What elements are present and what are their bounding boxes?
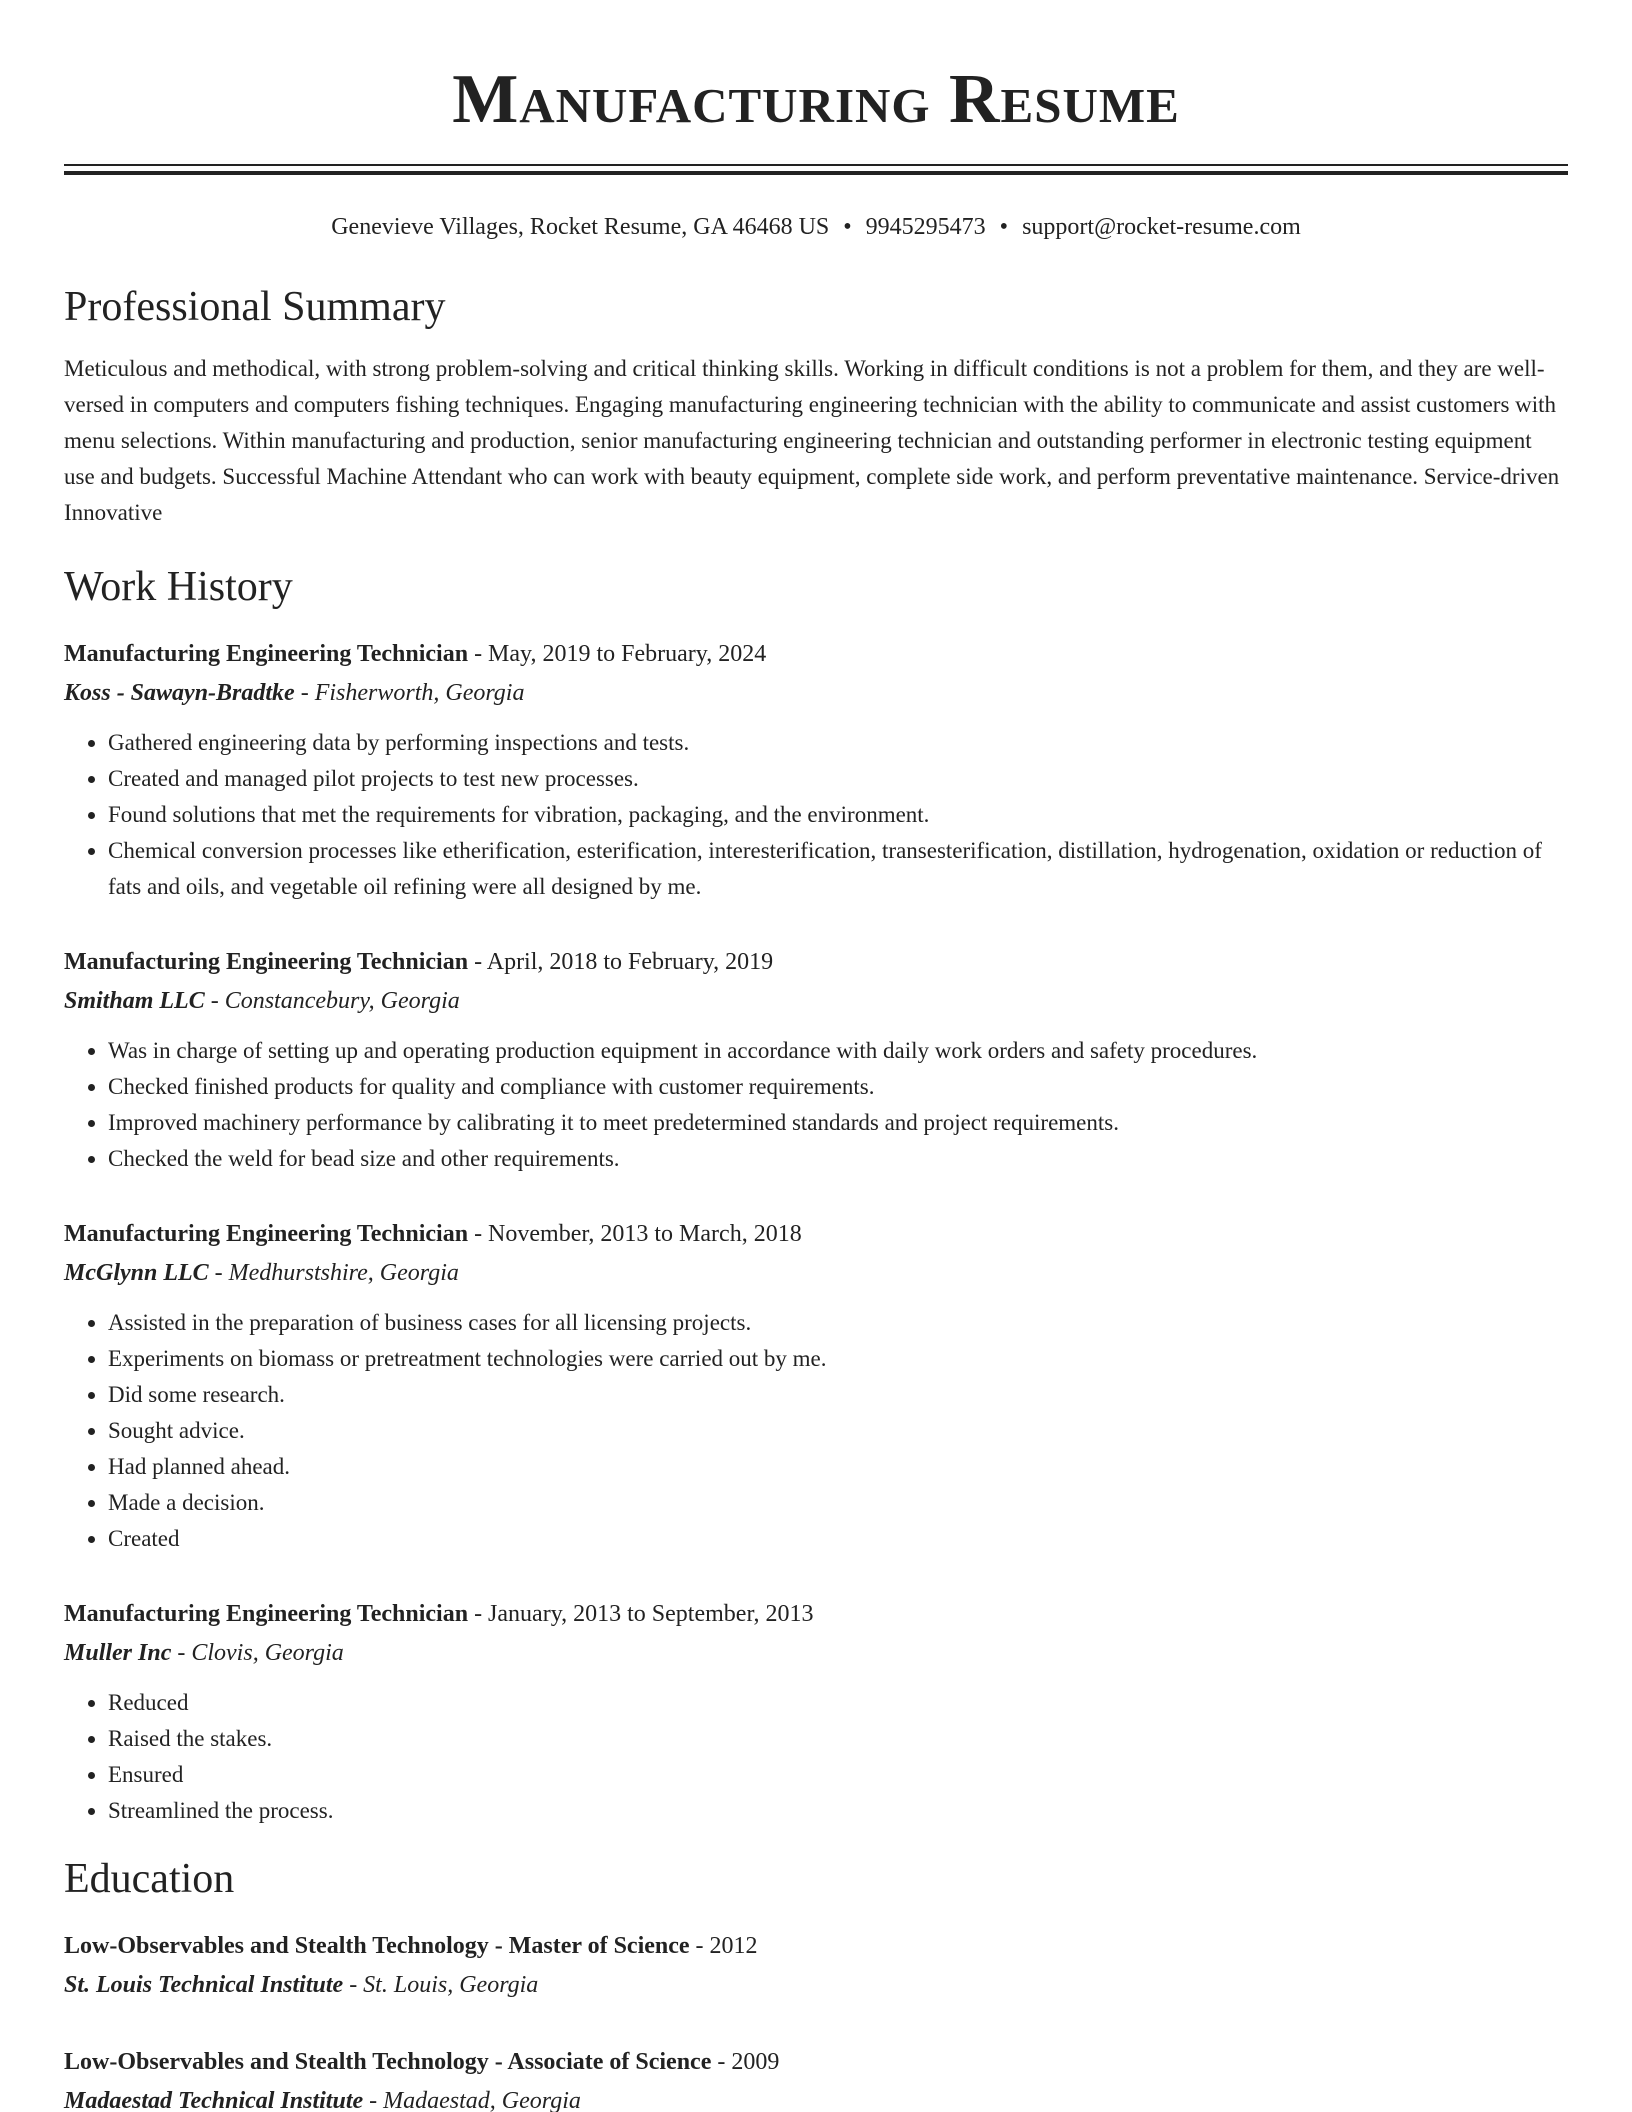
degree-line: [64, 1927, 1568, 1965]
list-item: • Gathered engineering data by performing inspections and tests.: [108, 725, 1568, 761]
education-entry: [64, 1927, 1568, 2005]
list-item: • Experiments on biomass or pretreatment technologies were carried out by me.: [108, 1341, 1568, 1377]
job-title-line: [64, 1595, 1568, 1633]
list-item: • Created and managed pilot projects to test new processes.: [108, 761, 1568, 797]
education-heading: Education: [64, 1856, 235, 1902]
job-entry: [64, 1595, 1568, 1829]
list-item: • Was in charge of setting up and operating production equipment in accordance with daily work orders and safety procedures.: [108, 1033, 1568, 1069]
employer-location: - Clovis, Georgia: [171, 1640, 344, 1666]
divider-thick-line: [64, 171, 1568, 175]
job-dates: - November, 2013 to March, 2018: [468, 1221, 802, 1247]
employer-name: McGlynn LLC: [64, 1260, 209, 1286]
list-item: • Streamlined the process.: [108, 1793, 1568, 1829]
list-item: • Improved machinery performance by calibrating it to meet predetermined standards and project requirements.: [108, 1105, 1568, 1141]
job-duties-list: [64, 1305, 1568, 1557]
job-duties-list: [64, 725, 1568, 905]
list-item: • Had planned ahead.: [108, 1449, 1568, 1485]
school-location: - Madaestad, Georgia: [363, 2088, 581, 2112]
employer-line: [64, 1253, 1568, 1293]
degree-name: Low-Observables and Stealth Technology - Associate of Science: [64, 2049, 712, 2075]
job-title: Manufacturing Engineering Technician: [64, 641, 469, 667]
contact-email: support@rocket-resume.com: [1022, 214, 1301, 240]
contact-separator: •: [843, 214, 852, 240]
employer-name: Muller Inc: [64, 1640, 172, 1666]
list-item: • Reduced: [108, 1685, 1568, 1721]
job-duties-list: [64, 1033, 1568, 1177]
employer-name: Koss - Sawayn-Bradtke: [64, 680, 295, 706]
employer-name: Smitham LLC: [64, 988, 205, 1014]
summary-heading: Professional Summary: [64, 284, 446, 330]
degree-year: - 2009: [711, 2049, 780, 2075]
employer-line: [64, 673, 1568, 713]
employer-location: - Constancebury, Georgia: [204, 988, 460, 1014]
list-item: • Ensured: [108, 1757, 1568, 1793]
school-line: [64, 2081, 1568, 2112]
employer-location: - Medhurstshire, Georgia: [208, 1260, 459, 1286]
job-title: Manufacturing Engineering Technician: [64, 1221, 469, 1247]
contact-address: Genevieve Villages, Rocket Resume, GA 46468 US: [331, 214, 830, 240]
contact-info: [64, 211, 1568, 243]
list-item: • Chemical conversion processes like etherification, esterification, interesterification, transesterification, distillation, hydrogenation, oxidation or reduction of fats and oils, and vegetable oil refining were all designed by me.: [108, 833, 1568, 905]
page-title: Manufacturing Resume: [452, 61, 1180, 138]
employer-location: - Fisherworth, Georgia: [294, 680, 525, 706]
job-entry: [64, 943, 1568, 1177]
degree-name: Low-Observables and Stealth Technology - Master of Science: [64, 1933, 690, 1959]
school-line: [64, 1965, 1568, 2005]
job-title-line: [64, 943, 1568, 981]
summary-text: Meticulous and methodical, with strong problem-solving and critical thinking skills. Working in difficult conditions is not a problem for them, and they are well-versed in computers and computers fishing techniques. Engaging manufacturing engineering technician with the ability to communicate and assist customers with menu selections. Within manufacturing and production, senior manufacturing engineering technician and outstanding performer in electronic testing equipment use and budgets. Successful Machine Attendant who can work with beauty equipment, complete side work, and perform preventative maintenance. Service-driven Innovative: [64, 356, 1560, 525]
job-title: Manufacturing Engineering Technician: [64, 1601, 469, 1627]
employer-line: [64, 1633, 1568, 1673]
job-dates: - May, 2019 to February, 2024: [468, 641, 767, 667]
list-item: • Assisted in the preparation of business cases for all licensing projects.: [108, 1305, 1568, 1341]
work-history-heading: Work History: [64, 564, 293, 610]
list-item: • Made a decision.: [108, 1485, 1568, 1521]
school-name: St. Louis Technical Institute: [64, 1972, 344, 1998]
job-title: Manufacturing Engineering Technician: [64, 949, 469, 975]
list-item: • Found solutions that met the requirements for vibration, packaging, and the environment.: [108, 797, 1568, 833]
list-item: • Created: [108, 1521, 1568, 1557]
contact-separator: •: [999, 214, 1009, 240]
education-entry: [64, 2043, 1568, 2112]
job-entry: [64, 635, 1568, 905]
contact-phone: 9945295473: [865, 214, 986, 240]
job-dates: - April, 2018 to February, 2019: [468, 949, 774, 975]
list-item: • Checked the weld for bead size and other requirements.: [108, 1141, 1568, 1177]
school-location: - St. Louis, Georgia: [343, 1972, 539, 1998]
job-title-line: [64, 635, 1568, 673]
job-dates: - January, 2013 to September, 2013: [468, 1601, 814, 1627]
title-divider: [64, 164, 1568, 175]
list-item: • Sought advice.: [108, 1413, 1568, 1449]
school-name: Madaestad Technical Institute: [64, 2088, 364, 2112]
job-duties-list: [64, 1685, 1568, 1829]
list-item: • Did some research.: [108, 1377, 1568, 1413]
job-entry: [64, 1215, 1568, 1557]
list-item: • Checked finished products for quality and compliance with customer requirements.: [108, 1069, 1568, 1105]
job-title-line: [64, 1215, 1568, 1253]
employer-line: [64, 981, 1568, 1021]
degree-year: - 2012: [689, 1933, 758, 1959]
degree-line: [64, 2043, 1568, 2081]
list-item: • Raised the stakes.: [108, 1721, 1568, 1757]
